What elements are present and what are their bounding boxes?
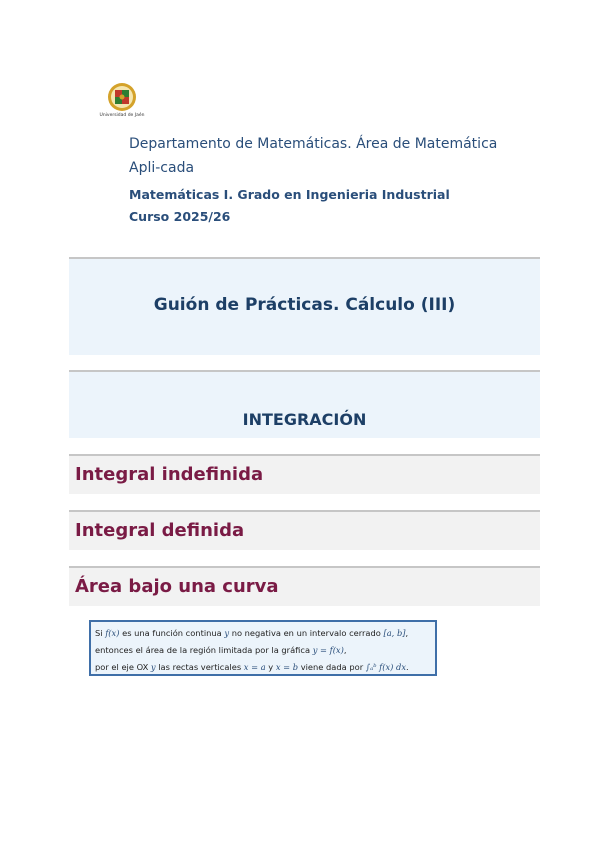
note-line-2: entonces el área de la región limitada por la gráfica y = f(x), [95,645,347,655]
university-seal-icon [107,82,137,112]
university-logo [96,82,148,118]
section-integral-definida [69,510,540,550]
topic-banner [69,370,540,438]
section-title: Área bajo una curva [75,576,279,597]
note-line-3: por el eje OX y las rectas verticales x = a y x = b viene dada por ∫ₐᵇ f(x) dx. [95,662,409,672]
subject-line: Matemáticas I. Grado en Ingenieria Industrial [129,187,450,202]
department-title: Departamento de Matemáticas. Área de Matemática Apli-cada [129,136,498,176]
course-year: Curso 2025/26 [129,209,231,224]
course-info [129,184,450,228]
banner-title: Guión de Prácticas. Cálculo (III) [153,295,456,315]
section-title: Integral definida [75,520,245,541]
topic-title: INTEGRACIÓN [242,410,367,429]
section-integral-indefinida [69,454,540,494]
note-line-1: Si f(x) es una función continua y no negativa en un intervalo cerrado [a, b], [95,628,409,638]
theorem-note [89,620,437,676]
practice-banner [69,257,540,355]
section-area-bajo-curva [69,566,540,606]
section-title: Integral indefinida [75,464,264,485]
logo-caption: Universidad de Jaén [99,113,145,118]
